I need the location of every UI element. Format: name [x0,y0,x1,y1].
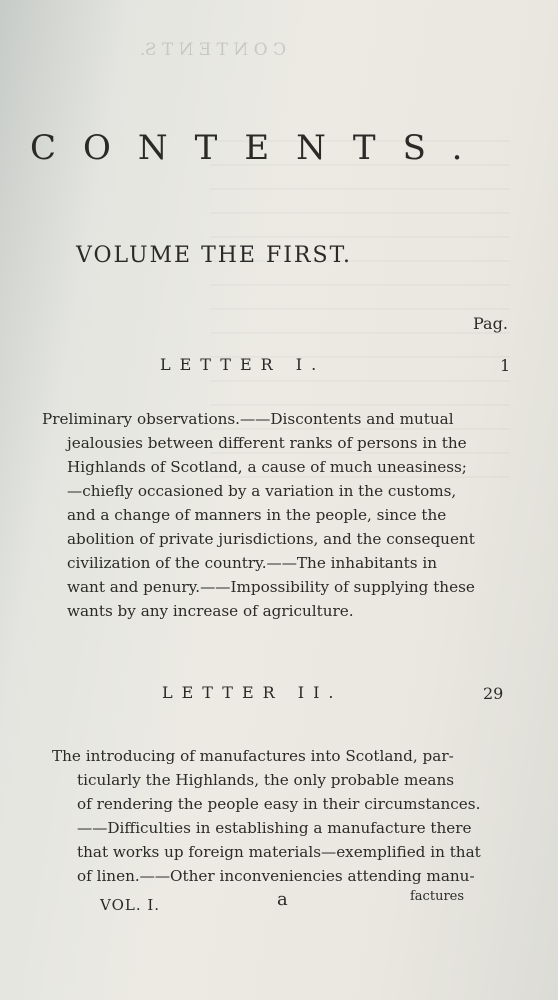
summary-line: Highlands of Scotland, a cause of much uneasiness; [67,458,467,476]
show-through-text: C O N T E N T S. [140,40,287,60]
summary-line: —chiefly occasioned by a variation in the customs, [67,482,457,500]
summary-line: wants by any increase of agriculture. [67,602,354,620]
volume-heading: VOLUME THE FIRST. [76,243,352,268]
summary-line: jealousies between different ranks of persons in the [67,434,467,452]
summary-line: Preliminary observations.——Discontents and mutual [42,410,454,428]
letter-page-number: 29 [483,684,504,703]
letter-heading: LETTER I. [160,355,326,374]
page-title: CONTENTS. [30,128,490,168]
summary-line: of rendering the people easy in their circumstances. [77,795,481,813]
letter-heading: LETTER II. [162,683,343,702]
summary-line: and a change of manners in the people, since the [67,506,447,524]
page-column-label: Pag. [473,314,508,333]
summary-line: that works up foreign materials—exemplified in that [77,843,481,861]
letter-summary [52,744,481,888]
catchword: factures [410,889,465,904]
summary-line: The introducing of manufactures into Scotland, par- [52,747,454,765]
summary-line: want and penury.——Impossibility of supplying these [67,578,475,596]
summary-line: civilization of the country.——The inhabitants in [67,554,438,572]
summary-line: of linen.——Other inconveniencies attending manu- [77,867,475,885]
letter-page-number: 1 [500,356,511,375]
summary-line: ticularly the Highlands, the only probable means [77,771,455,789]
letter-summary [42,407,475,623]
summary-line: abolition of private jurisdictions, and the consequent [67,530,475,548]
summary-line: ——Difficulties in establishing a manufacture there [77,819,472,837]
signature-mark: a [277,889,288,910]
volume-mark: VOL. I. [100,896,161,914]
